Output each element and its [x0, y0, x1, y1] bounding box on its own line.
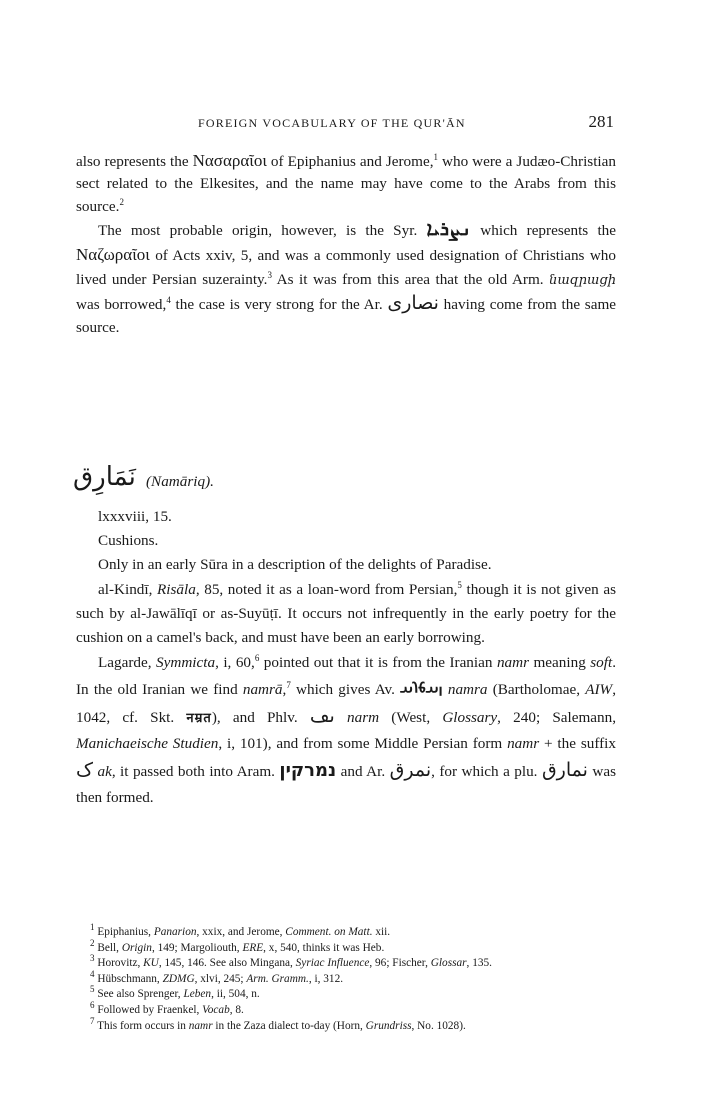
- text-run: in the Zaza dialect to-day (Horn,: [212, 1019, 366, 1032]
- suffix-glyph: ک: [76, 759, 94, 782]
- footnote-number: 6: [90, 1000, 95, 1011]
- running-header: [76, 112, 616, 136]
- text-run: which gives Av.: [290, 681, 401, 699]
- text-run: meaning: [529, 654, 591, 672]
- armenian-word: նազրացի: [549, 271, 616, 287]
- italic-run: Risāla: [157, 580, 196, 598]
- footnote: [76, 953, 616, 972]
- italic-run: namr: [507, 735, 540, 753]
- avestan-word: 𐬥𐬀𐬨𐬭𐬀: [400, 679, 443, 699]
- text-run: who were a Judæo-Christian sect related to the Elkesites, and the name may have come to the Arabs from this source.: [76, 153, 616, 215]
- text-run: pointed out that it is from the Iranian: [259, 654, 497, 672]
- text-run: , No. 1028).: [411, 1019, 466, 1032]
- text-run: , 85, noted it as a loan-word from Persian,: [195, 580, 458, 598]
- italic-run: Origin: [121, 941, 152, 954]
- text-run: was then formed.: [76, 763, 616, 807]
- text-run: was borrowed,: [76, 295, 167, 313]
- text-run: , it passed both into Aram.: [111, 763, 280, 781]
- text-run: of Epiphanius and Jerome,: [266, 153, 434, 170]
- text-run: , 135.: [466, 957, 492, 970]
- entry-gloss: Cushions.: [98, 532, 159, 550]
- paragraph-syriac-origin: [76, 218, 616, 340]
- italic-run: namrā: [242, 681, 283, 699]
- italic-run: Grundriss: [365, 1019, 412, 1032]
- footnote-number: 7: [90, 1015, 95, 1026]
- italic-run: ERE: [242, 941, 264, 954]
- text-run: , i, 60,: [215, 654, 255, 672]
- footnote: [76, 937, 616, 957]
- italic-run: Panarion: [153, 926, 197, 938]
- footnote: [76, 984, 616, 1003]
- entry-headword-arabic: نَمَارِق: [73, 462, 136, 492]
- italic-run: ZDMG: [162, 972, 195, 985]
- entry-transliteration: (Namāriq).: [146, 473, 214, 490]
- italic-run: Comment. on Matt.: [285, 926, 373, 938]
- italic-run: namra: [447, 681, 488, 699]
- footnote-ref: 7: [286, 680, 291, 691]
- italic-run: soft: [590, 654, 613, 672]
- arabic-word: نصارى: [387, 291, 439, 314]
- running-title: FOREIGN VOCABULARY OF THE QUR'ĀN: [198, 116, 466, 130]
- footnotes: [76, 922, 616, 1034]
- italic-run: namr: [188, 1019, 213, 1032]
- text-run: , x, 540, thinks it was Heb.: [263, 941, 385, 954]
- text-run: , 1042, cf. Skt.: [76, 681, 616, 727]
- greek-word: Ναζωραῖοι: [76, 245, 150, 265]
- text-run: and Ar.: [336, 763, 390, 781]
- text-run: . In the old Iranian we find: [76, 654, 617, 699]
- text-run: Hübschmann,: [94, 972, 163, 985]
- text-run: , i, 101), and from some Middle Persian form: [218, 735, 508, 753]
- arabic-word: نمرق: [389, 759, 432, 782]
- entry-paragraph-1: Only in an early Sūra in a description of the delights of Paradise.: [98, 556, 492, 574]
- footnote: [76, 922, 616, 941]
- text-run: This form occurs in: [94, 1019, 189, 1032]
- italic-run: Vocab: [202, 1003, 230, 1016]
- italic-run: Glossar: [430, 957, 467, 970]
- text-run: ), and Phlv.: [211, 709, 310, 727]
- text-run: , for which a plu.: [431, 763, 542, 781]
- text-run: , xlvi, 245;: [194, 972, 247, 985]
- body-text-top: [76, 150, 616, 340]
- italic-run: Arm. Gramm.: [246, 972, 309, 985]
- text-run: Bell,: [94, 941, 122, 954]
- footnote-ref: 6: [254, 653, 260, 664]
- text-run: , i, 312.: [308, 972, 344, 985]
- italic-run: Glossary: [442, 709, 498, 727]
- text-run: Epiphanius,: [94, 926, 154, 938]
- greek-word: Νασαραῖοι: [192, 151, 267, 170]
- page-number: 281: [588, 112, 614, 131]
- text-run: (West,: [379, 709, 443, 727]
- text-run: (Bartholomae,: [487, 681, 586, 699]
- text-run: , 145, 146. See also Mingana,: [158, 957, 296, 970]
- text-run: having come from the same source.: [76, 295, 616, 337]
- text-run: [335, 709, 347, 726]
- footnote-ref: 4: [166, 294, 171, 305]
- italic-run: Syriac Influence: [295, 957, 370, 970]
- syriac-word: ܢܨܪܝܐ: [426, 218, 472, 241]
- italic-run: KU: [143, 957, 159, 970]
- text-run: though it is not given as such by al-Jawālīqī or as-Suyūṭī. It occurs not infrequently in the early poetry for the cushion on a camel's back, and must have been an early borrowing.: [76, 580, 616, 647]
- italic-run: AIW: [585, 681, 613, 699]
- footnote: [76, 1015, 616, 1035]
- text-run: , 240; Salemann,: [497, 709, 617, 727]
- text-run: , 149; Margoliouth,: [151, 941, 243, 954]
- text-run: + the suffix: [539, 735, 616, 753]
- text-run: , 8.: [229, 1003, 244, 1016]
- pahlavi-word: ىڡ: [309, 705, 335, 728]
- italic-run: Symmicta: [156, 654, 216, 672]
- text-run: of Acts xxiv, 5, and was a commonly used designation of Christians who lived under Persian suzerainty.: [76, 247, 616, 288]
- italic-run: namr: [496, 654, 530, 672]
- text-run: Lagarde,: [98, 654, 157, 672]
- aramaic-word: נמרקין: [279, 760, 337, 782]
- italic-run: narm: [347, 709, 380, 727]
- entry-body: [76, 505, 616, 811]
- text-run: which represents the: [471, 222, 616, 240]
- footnote-number: 5: [90, 984, 95, 995]
- footnote-number: 2: [90, 937, 95, 948]
- text-run: , 96; Fischer,: [369, 957, 431, 970]
- text-run: The most probable origin, however, is the Syr.: [98, 222, 427, 240]
- footnote-number: 3: [90, 953, 95, 964]
- text-run: Followed by Fraenkel,: [94, 1003, 203, 1016]
- italic-run: ak: [97, 763, 112, 781]
- footnote-number: 1: [90, 922, 95, 933]
- footnote-number: 4: [90, 969, 95, 980]
- text-run: As it was from this area that the old Arm.: [271, 270, 550, 288]
- italic-run: Manichaeische Studien: [76, 735, 219, 753]
- entry-paragraph-3: Lagarde, Symmicta, i, 60,$^6$ pointed out that it is from the Iranian namr meaning soft. In the old Iranian we find namrā,$^7$ which gives Av. 𐬥𐬀𐬨𐬭𐬀 namra (Bartholomae, AIW, 1042, cf. Skt. नम्रत), and Phlv. ىڡ narm (West, Glossary, 240; Salemann, Manichaeische Studien, i, 101), and from some Middle Persian form namr + the suffix ک ak, it passed both into Aram. נמרקין and Ar. نمرق, for which a plu. نمارق was then formed.: [76, 653, 617, 807]
- footnote-ref: 3: [267, 269, 272, 280]
- text-run: See also Sprenger,: [94, 988, 184, 1001]
- entry-paragraph-2: [76, 578, 616, 651]
- arabic-word: نمارق: [541, 759, 588, 782]
- paragraph-nasaraioi: [76, 150, 616, 218]
- text-run: , xxix, and Jerome,: [196, 926, 286, 938]
- footnote-ref: 2: [119, 196, 124, 207]
- footnote-ref: 1: [433, 151, 438, 162]
- text-run: al-Kindī,: [98, 580, 158, 598]
- footnote: [76, 1000, 616, 1019]
- footnote: [76, 969, 616, 988]
- entry-reference: lxxxviii, 15.: [98, 508, 172, 525]
- text-run: , ii, 504, n.: [211, 988, 260, 1001]
- text-run: also represents the: [76, 153, 193, 170]
- text-run: xii.: [372, 926, 391, 938]
- text-run: the case is very strong for the Ar.: [170, 295, 388, 313]
- footnote-ref: 5: [457, 579, 462, 590]
- text-run: Horovitz,: [94, 957, 144, 970]
- italic-run: Leben: [183, 988, 212, 1001]
- sanskrit-word: नम्रत: [186, 710, 212, 726]
